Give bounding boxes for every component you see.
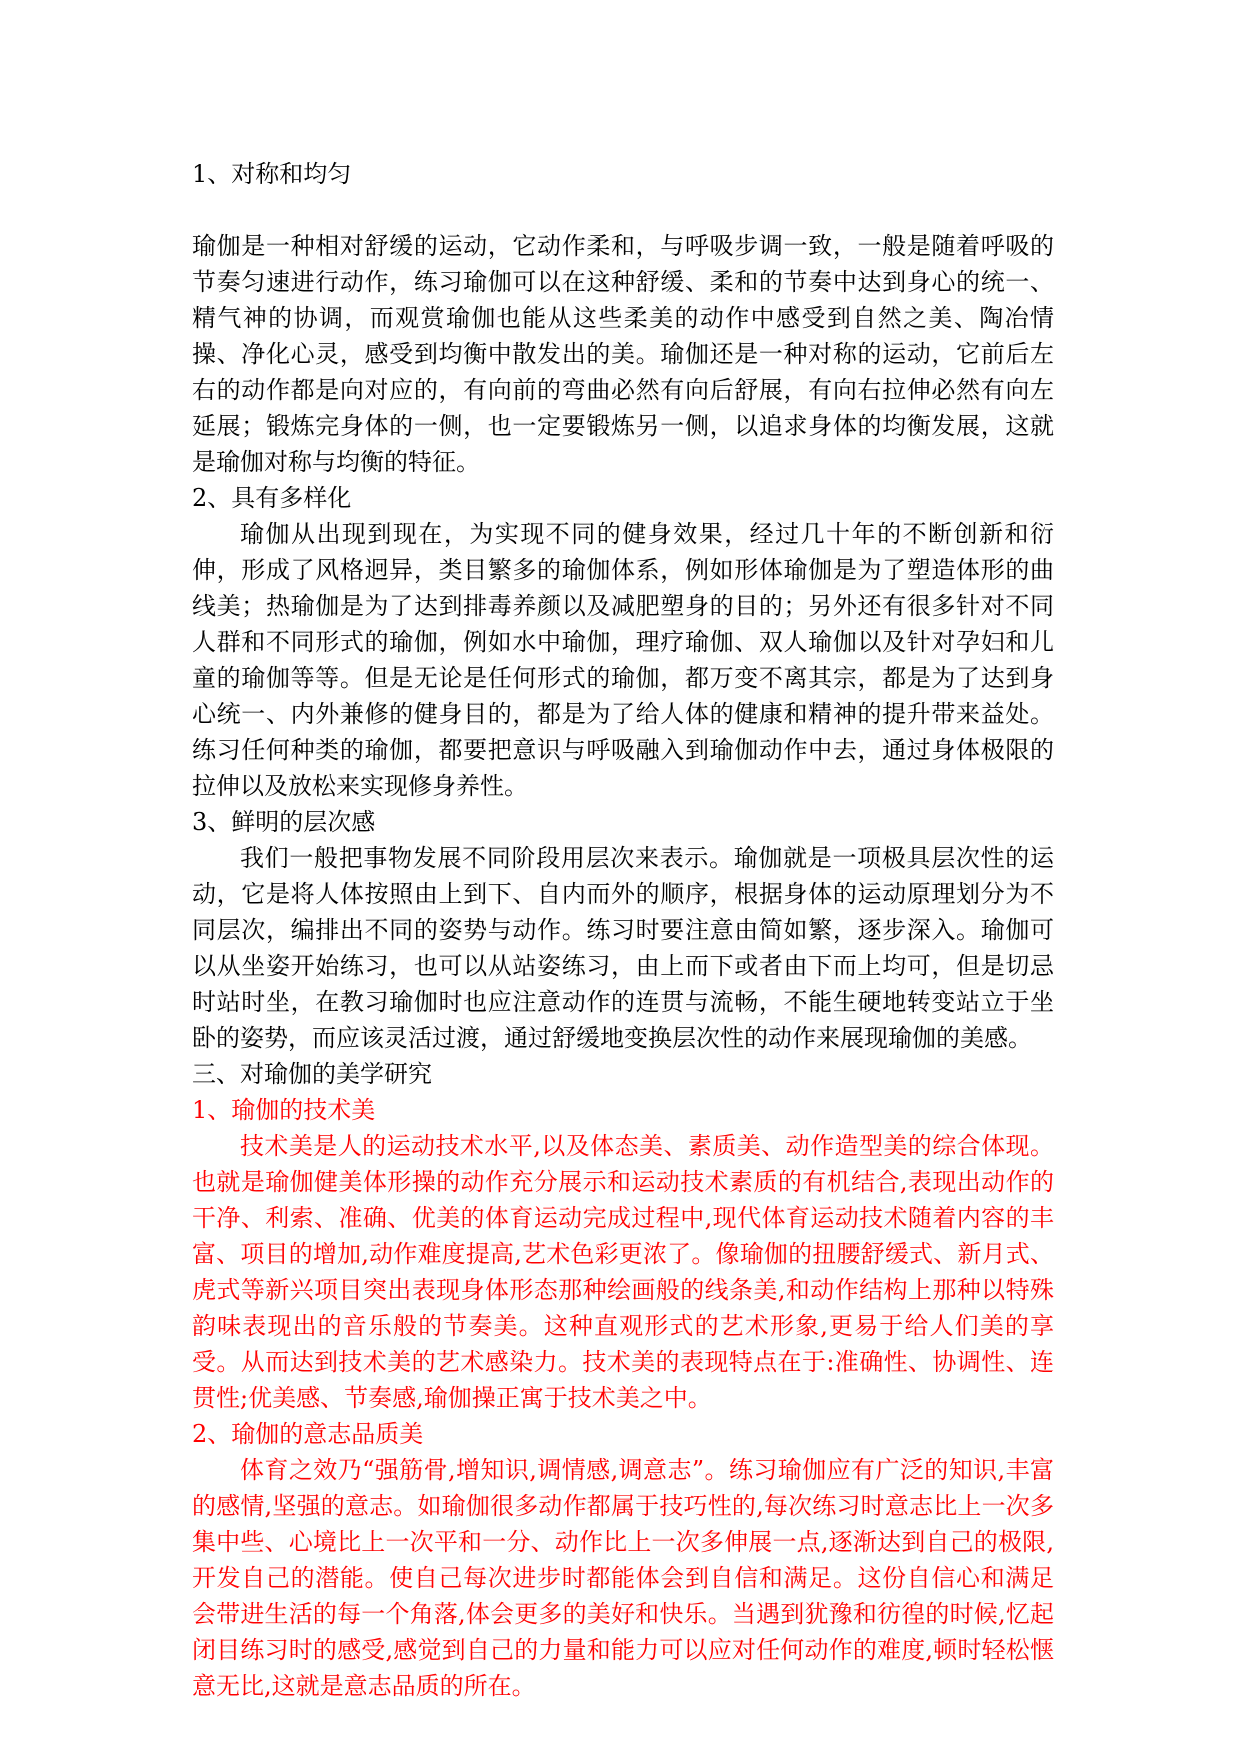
section-heading-technical-beauty: 1、瑜伽的技术美	[192, 1096, 376, 1124]
blank-line	[192, 192, 1054, 228]
section-heading-willpower-beauty: 2、瑜伽的意志品质美	[192, 1420, 424, 1448]
section-heading-symmetry: 1、对称和均匀	[192, 160, 352, 188]
section-heading-diversity: 2、具有多样化	[192, 484, 352, 512]
chapter-heading-aesthetics: 三、对瑜伽的美学研究	[192, 1060, 432, 1088]
document-body	[192, 156, 1054, 1704]
paragraph-diversity: 瑜伽从出现到现在，为实现不同的健身效果，经过几十年的不断创新和衍伸，形成了风格迥异，类目繁多的瑜伽体系，例如形体瑜伽是为了塑造体形的曲线美；热瑜伽是为了达到排毒养颜以及减肥塑身的目的；另外还有很多针对不同人群和不同形式的瑜伽，例如水中瑜伽，理疗瑜伽、双人瑜伽以及针对孕妇和儿童的瑜伽等等。但是无论是任何形式的瑜伽，都万变不离其宗，都是为了达到身心统一、内外兼修的健身目的，都是为了给人体的健康和精神的提升带来益处。练习任何种类的瑜伽，都要把意识与呼吸融入到瑜伽动作中去，通过身体极限的拉伸以及放松来实现修身养性。	[192, 520, 1054, 800]
section-heading-layering: 3、鲜明的层次感	[192, 808, 376, 836]
paragraph-layering: 我们一般把事物发展不同阶段用层次来表示。瑜伽就是一项极具层次性的运动，它是将人体按照由上到下、自内而外的顺序，根据身体的运动原理划分为不同层次，编排出不同的姿势与动作。练习时要注意由简如繁，逐步深入。瑜伽可以从坐姿开始练习，也可以从站姿练习，由上而下或者由下而上均可，但是切忌时站时坐，在教习瑜伽时也应注意动作的连贯与流畅，不能生硬地转变站立于坐卧的姿势，而应该灵活过渡，通过舒缓地变换层次性的动作来展现瑜伽的美感。	[192, 844, 1054, 1052]
paragraph-symmetry: 瑜伽是一种相对舒缓的运动，它动作柔和，与呼吸步调一致，一般是随着呼吸的节奏匀速进行动作，练习瑜伽可以在这种舒缓、柔和的节奏中达到身心的统一、精气神的协调，而观赏瑜伽也能从这些柔美的动作中感受到自然之美、陶冶情操、净化心灵，感受到均衡中散发出的美。瑜伽还是一种对称的运动，它前后左右的动作都是向对应的，有向前的弯曲必然有向后舒展，有向右拉伸必然有向左延展；锻炼完身体的一侧，也一定要锻炼另一侧，以追求身体的均衡发展，这就是瑜伽对称与均衡的特征。	[192, 232, 1054, 476]
paragraph-technical-beauty: 技术美是人的运动技术水平,以及体态美、素质美、动作造型美的综合体现。也就是瑜伽健美体形操的动作充分展示和运动技术素质的有机结合,表现出动作的干净、利索、准确、优美的体育运动完成过程中,现代体育运动技术随着内容的丰富、项目的增加,动作难度提高,艺术色彩更浓了。像瑜伽的扭腰舒缓式、新月式、虎式等新兴项目突出表现身体形态那种绘画般的线条美,和动作结构上那种以特殊韵味表现出的音乐般的节奏美。这种直观形式的艺术形象,更易于给人们美的享受。从而达到技术美的艺术感染力。技术美的表现特点在于:准确性、协调性、连贯性;优美感、节奏感,瑜伽操正寓于技术美之中。	[192, 1132, 1054, 1412]
paragraph-willpower-beauty: 体育之效乃“强筋骨,增知识,调情感,调意志”。练习瑜伽应有广泛的知识,丰富的感情,坚强的意志。如瑜伽很多动作都属于技巧性的,每次练习时意志比上一次多集中些、心境比上一次平和一分、动作比上一次多伸展一点,逐渐达到自己的极限,开发自己的潜能。使自己每次进步时都能体会到自信和满足。这份自信心和满足会带进生活的每一个角落,体会更多的美好和快乐。当遇到犹豫和彷徨的时候,忆起闭目练习时的感受,感觉到自己的力量和能力可以应对任何动作的难度,顿时轻松惬意无比,这就是意志品质的所在。	[192, 1456, 1054, 1700]
